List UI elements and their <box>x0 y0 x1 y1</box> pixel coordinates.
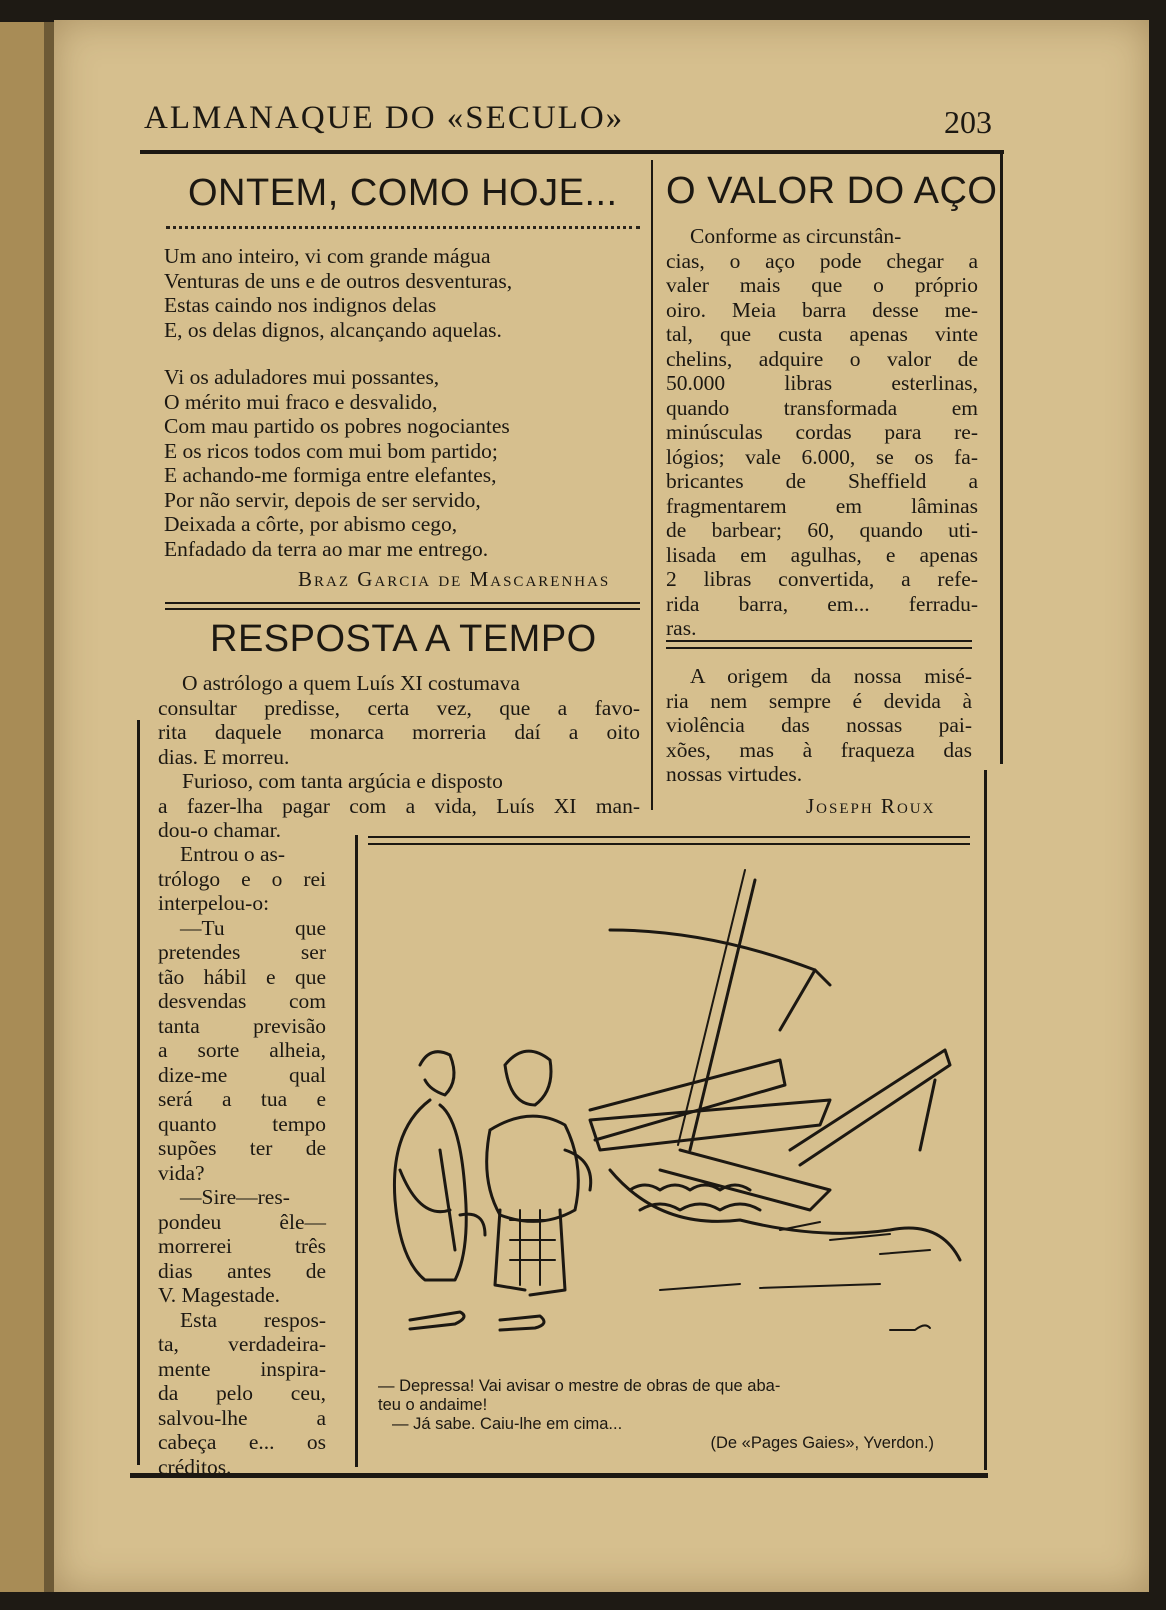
text-line: violência das nossas pai- <box>666 713 972 737</box>
text-line: rida barra, em... ferradu- <box>666 591 978 616</box>
text-line: nossas virtudes. <box>666 762 803 786</box>
text-line: a sorte alheia, <box>158 1038 326 1062</box>
text-line: oiro. Meia barra desse me- <box>666 297 978 322</box>
worker-right-icon <box>487 1051 591 1330</box>
column-divider <box>651 160 653 810</box>
text-line: 50.000 libras esterlinas, <box>666 371 978 395</box>
text-line: lógios; vale 6.000, se os fa- <box>666 444 978 469</box>
dotted-separator <box>166 226 640 229</box>
poem-author: Braz Garcia de Mascarenhas <box>298 567 611 591</box>
poem-line: O mérito mui fraco e desvalido, <box>164 389 438 414</box>
resposta-narrow-text <box>158 842 326 1479</box>
poem-line: Venturas de uns e de outros desventuras, <box>164 268 513 293</box>
text-line: consultar predisse, certa vez, que a favo- <box>158 695 640 720</box>
text-line: —Sire—res- <box>180 1185 290 1209</box>
poem-line: E, os delas dignos, alcançando aquelas. <box>164 317 502 342</box>
text-line: rita daquele monarca morreria daí a oito <box>158 720 640 744</box>
scaffold-crossbar-icon <box>610 930 815 1030</box>
running-title: ALMANAQUE DO «SECULO» <box>144 100 625 136</box>
right-frame-lower <box>984 770 987 1470</box>
text-line: A origem da nossa misé- <box>690 664 972 688</box>
text-line: Esta respos- <box>180 1307 326 1332</box>
rubble-icon <box>610 1170 960 1260</box>
text-line: fragmentarem em lâminas <box>666 493 978 518</box>
text-line: de barbear; 60, quando uti- <box>666 518 978 542</box>
text-line: supões ter de <box>158 1136 326 1160</box>
text-line: desvendas com <box>158 989 326 1013</box>
text-line: dou-o chamar. <box>158 818 281 842</box>
text-line: ta, verdadeira- <box>158 1332 326 1356</box>
text-line: Furioso, com tanta argúcia e disposto <box>182 769 503 793</box>
text-line: —Tu que <box>180 915 326 940</box>
poem-line: Com mau partido os pobres nogociantes <box>164 414 510 438</box>
text-line: vida? <box>158 1160 205 1185</box>
roux-author: Joseph Roux <box>806 794 936 818</box>
poem-stanza-2 <box>164 365 644 561</box>
double-rule-top <box>165 602 640 604</box>
text-line: Entrou o as- <box>180 842 286 866</box>
article-title-ontem: ONTEM, COMO HOJE... <box>188 172 618 214</box>
poem-line: Estas caindo nos indignos delas <box>164 293 437 317</box>
poem-line: E achando-me formiga entre elefantes, <box>164 463 497 487</box>
caption-line: — Já sabe. Caiu-lhe em cima... <box>392 1415 623 1433</box>
resposta-wide-text <box>158 671 640 843</box>
text-line: lisada em agulhas, e apenas <box>666 542 978 567</box>
aco-text <box>666 224 978 641</box>
poem-line: Vi os aduladores mui possantes, <box>164 365 440 389</box>
caption-line: teu o andaime! <box>378 1396 488 1414</box>
text-line: será a tua e <box>158 1087 326 1111</box>
text-line: Conforme as circunstân- <box>690 224 902 248</box>
text-line: V. Magestade. <box>158 1283 281 1307</box>
cartoon-left-rule <box>355 835 358 1467</box>
spine-edge <box>44 22 54 1592</box>
text-line: dias. E morreu. <box>158 744 290 769</box>
cartoon-rule-bottom <box>368 843 970 845</box>
text-line: ria nem sempre é devida à <box>666 688 972 713</box>
text-line: interpelou-o: <box>158 891 270 915</box>
cartoon-caption <box>378 1377 974 1453</box>
text-line: mente inspira- <box>158 1356 326 1381</box>
poem-line: Um ano inteiro, vi com grande mágua <box>164 244 491 268</box>
text-line: xões, mas à fraqueza das <box>666 737 972 762</box>
page-number: 203 <box>944 104 992 140</box>
signature-icon <box>890 1325 930 1330</box>
poem-line: Por não servir, depois de ser servido, <box>164 487 481 512</box>
text-line: chelins, adquire o valor de <box>666 346 978 371</box>
right-frame-upper <box>1000 154 1003 764</box>
plank-icon <box>790 1050 950 1165</box>
text-line: minúsculas cordas para re- <box>666 420 978 444</box>
double-rule-top <box>666 640 972 642</box>
poem-line: E os ricos todos com mui bom partido; <box>164 438 498 463</box>
article-title-resposta: RESPOSTA A TEMPO <box>210 618 597 660</box>
text-line: 2 libras convertida, a refe- <box>666 567 978 591</box>
roux-text <box>666 664 972 787</box>
text-line: quando transformada em <box>666 395 978 420</box>
text-line: tanta previsão <box>158 1013 326 1038</box>
text-line: salvou-lhe a <box>158 1405 326 1430</box>
text-line: tão hábil e que <box>158 964 326 989</box>
text-line: dias antes de <box>158 1258 326 1283</box>
text-line: tal, que custa apenas vinte <box>666 322 978 346</box>
left-frame-rule <box>137 720 140 1465</box>
poem-stanza-1 <box>164 244 644 342</box>
header-rule <box>140 150 1004 154</box>
text-line: O astrólogo a quem Luís XI costumava <box>182 671 520 695</box>
cartoon-rule-top <box>368 836 970 838</box>
text-line: da pelo ceu, <box>158 1381 326 1405</box>
text-line: trólogo e o rei <box>158 866 326 891</box>
double-rule-bottom <box>666 647 972 649</box>
caption-line: — Depressa! Vai avisar o mestre de obras de que aba- <box>378 1377 781 1395</box>
text-line: quanto tempo <box>158 1111 326 1136</box>
text-line: pondeu êle— <box>158 1209 326 1234</box>
text-line: pretendes ser <box>158 940 326 964</box>
double-rule-bottom <box>165 608 640 610</box>
text-line: cabeça e... os <box>158 1430 326 1454</box>
text-line: dize-me qual <box>158 1062 326 1087</box>
poem-line: Enfadado da terra ao mar me entrego. <box>164 536 489 561</box>
text-line: morrerei três <box>158 1234 326 1258</box>
text-line: valer mais que o próprio <box>666 273 978 297</box>
text-line: créditos. <box>158 1454 232 1479</box>
poem-line: Deixada a côrte, por abismo cego, <box>164 512 458 536</box>
article-title-aco: O VALOR DO AÇO <box>666 170 998 212</box>
text-line: ras. <box>666 616 697 640</box>
text-line: cias, o aço pode chegar a <box>666 248 978 273</box>
caption-credit: (De «Pages Gaies», Yverdon.) <box>710 1434 934 1452</box>
worker-left-icon <box>394 1052 485 1329</box>
text-line: bricantes de Sheffield a <box>666 469 978 493</box>
text-line: a fazer-lha pagar com a vida, Luís XI man- <box>158 793 640 818</box>
cartoon-illustration <box>360 850 975 1370</box>
